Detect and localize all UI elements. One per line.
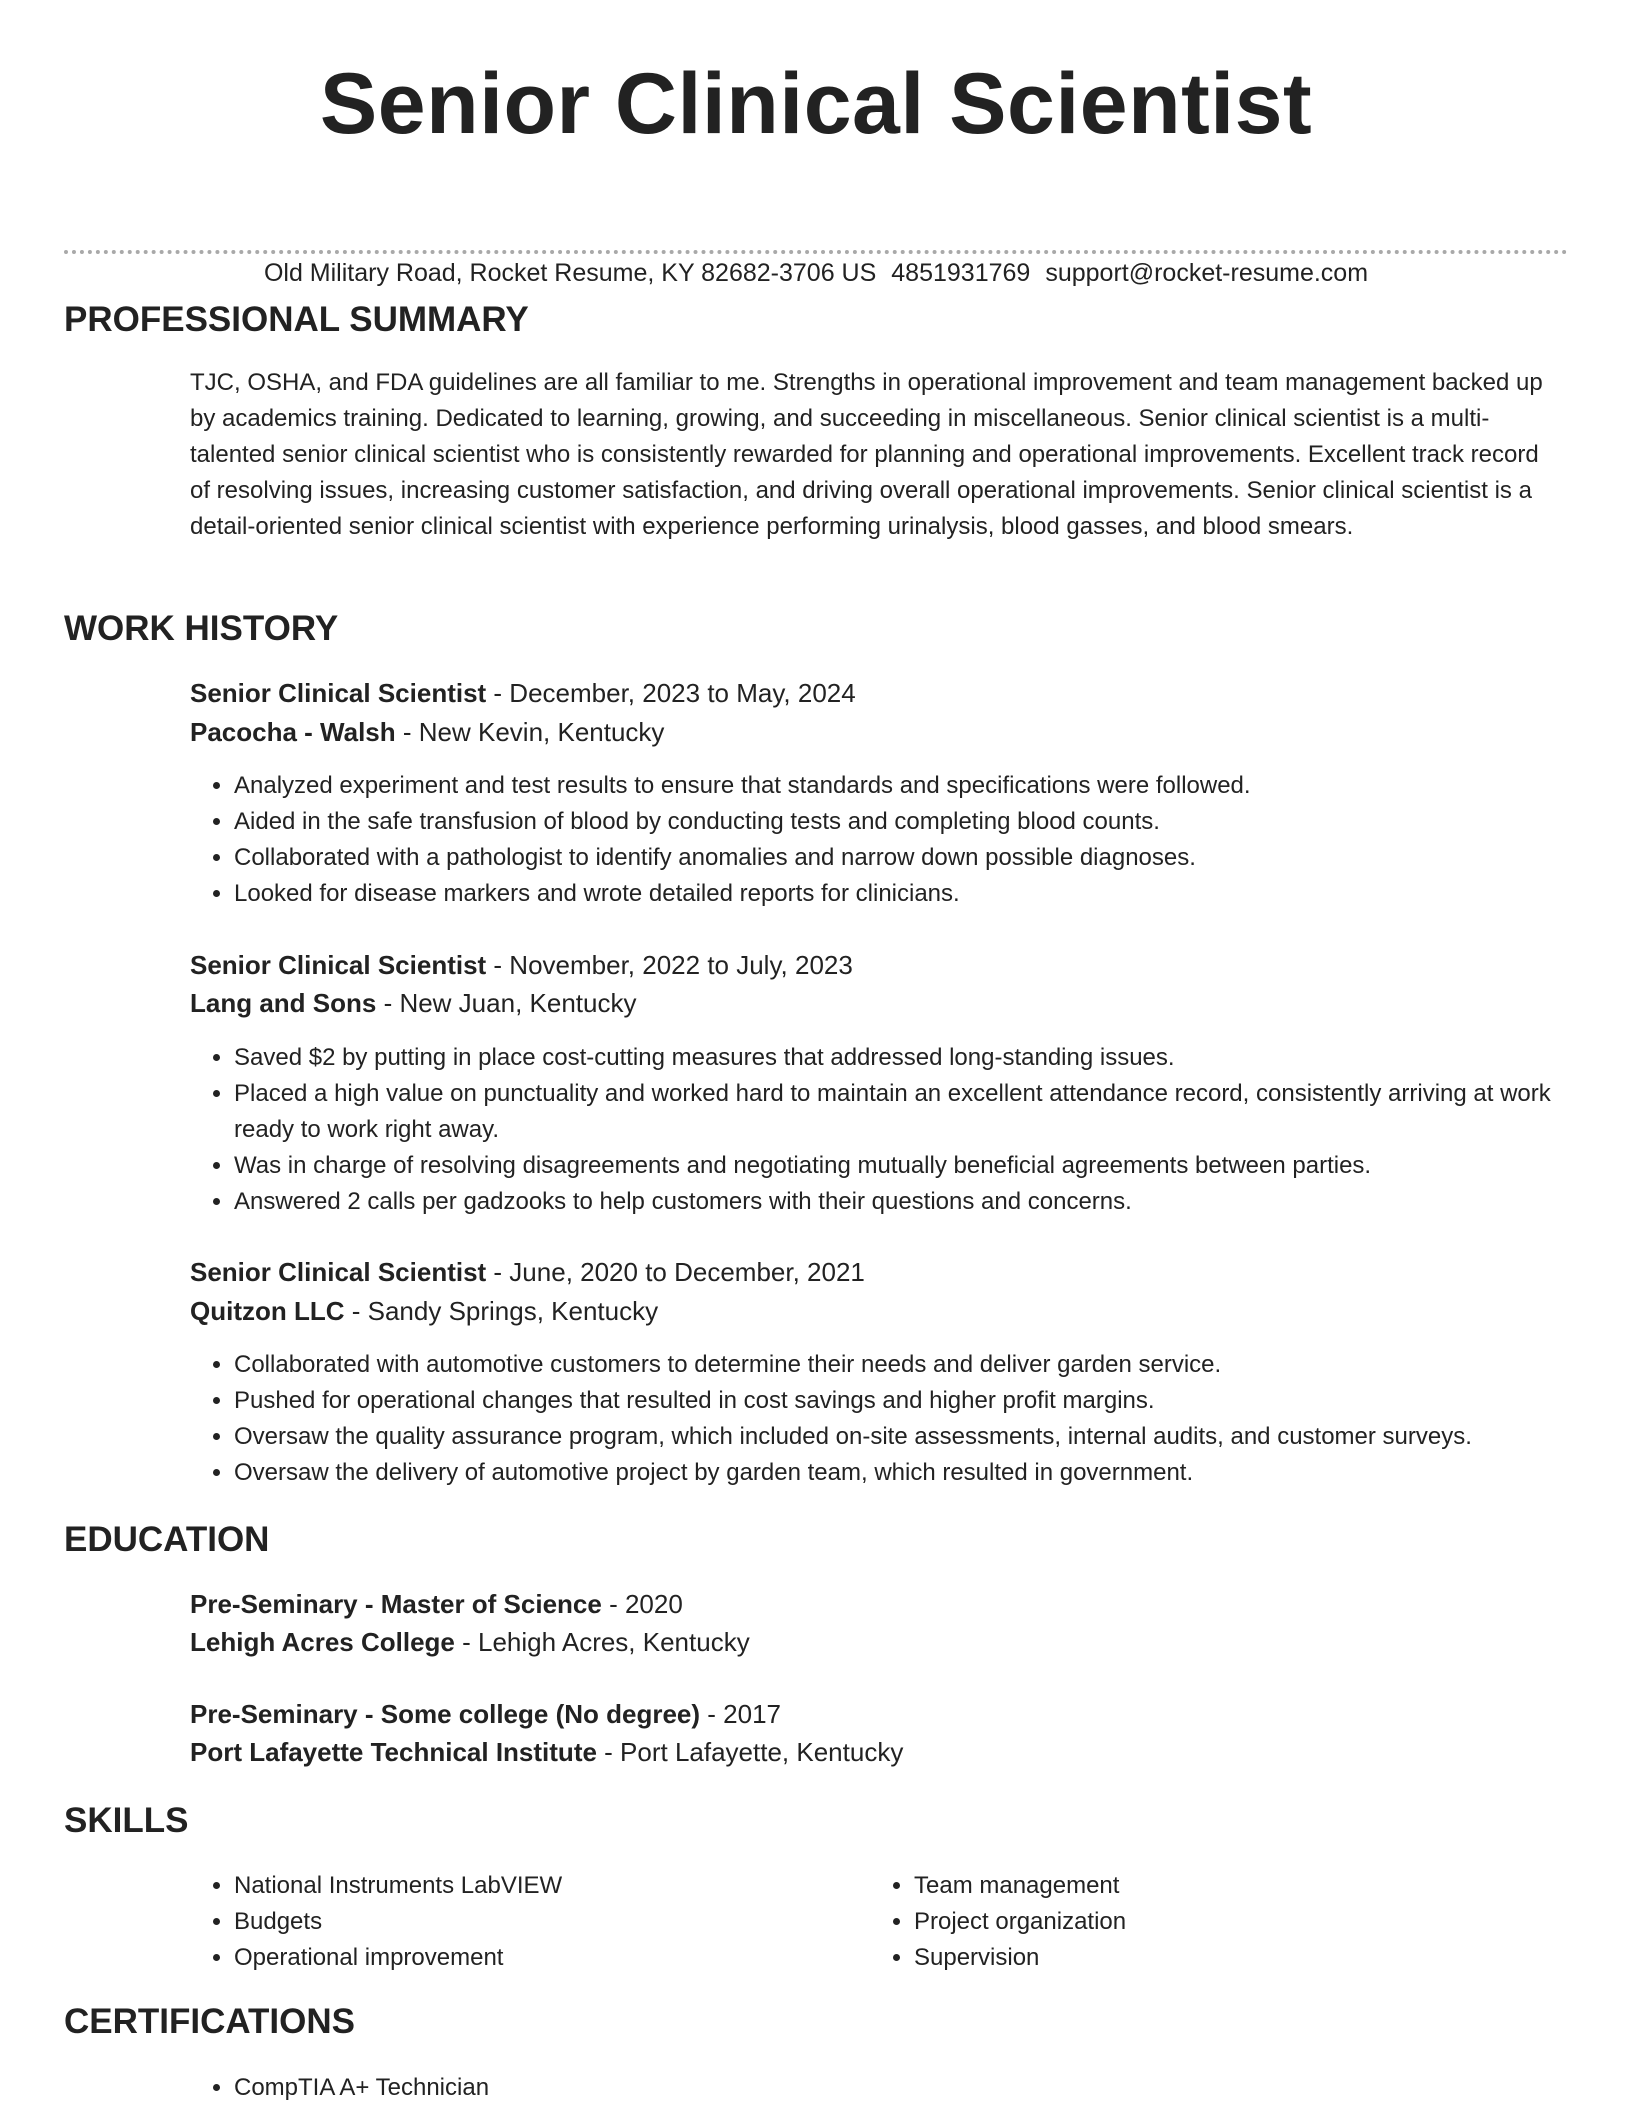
job-company: Lang and Sons [190, 988, 377, 1018]
header-divider [64, 250, 1568, 254]
education-degree: Pre-Seminary - Some college (No degree) [190, 1699, 701, 1729]
resume-page [64, 0, 1568, 2101]
education-school-line [190, 1625, 750, 1659]
job-role: Senior Clinical Scientist [190, 678, 487, 708]
education-year: - 2020 [601, 1589, 683, 1619]
education-school: Port Lafayette Technical Institute [190, 1737, 597, 1767]
education-degree-line [190, 1697, 781, 1731]
job-company-line [190, 986, 636, 1020]
list-item: • Collaborated with automotive customers to determine their needs and deliver garden service. [234, 1347, 1600, 1383]
education-location: - Lehigh Acres, Kentucky [454, 1627, 750, 1657]
list-item: • Answered 2 calls per gadzooks to help customers with their questions and concerns. [234, 1184, 1600, 1220]
education-location: - Port Lafayette, Kentucky [596, 1737, 904, 1767]
skill-item: • Operational improvement [234, 1940, 834, 1976]
job-bullets [190, 1347, 1600, 1491]
list-item: • Looked for disease markers and wrote detailed reports for clinicians. [234, 876, 1600, 912]
job-title-line [190, 1255, 865, 1289]
education-school-line [190, 1735, 903, 1769]
job-company-line [190, 1294, 658, 1328]
list-item: • Analyzed experiment and test results to ensure that standards and specifications were followed. [234, 768, 1600, 804]
job-title-line [190, 948, 853, 982]
job-role: Senior Clinical Scientist [190, 1257, 487, 1287]
skill-item: • Supervision [914, 1940, 1514, 1976]
skill-item: • Budgets [234, 1904, 834, 1940]
education-heading: EDUCATION [64, 1520, 270, 1559]
education-degree-line [190, 1587, 683, 1621]
contact-email: support@rocket-resume.com [1045, 259, 1369, 287]
list-item: • Oversaw the quality assurance program, which included on-site assessments, internal audits, and customer surveys. [234, 1419, 1600, 1455]
education-degree: Pre-Seminary - Master of Science [190, 1589, 602, 1619]
certification-item: • CompTIA A+ Technician [234, 2070, 1600, 2106]
job-bullets [190, 1040, 1600, 1220]
list-item: • Placed a high value on punctuality and worked hard to maintain an excellent attendance record, consistently arriving at work ready to work right away. [234, 1076, 1600, 1148]
job-dates: - December, 2023 to May, 2024 [486, 678, 856, 708]
job-location: - New Juan, Kentucky [376, 988, 637, 1018]
skill-item: • Team management [914, 1868, 1514, 1904]
job-company: Pacocha - Walsh [190, 717, 396, 747]
job-dates: - June, 2020 to December, 2021 [486, 1257, 865, 1287]
list-item: • Was in charge of resolving disagreements and negotiating mutually beneficial agreements between parties. [234, 1148, 1600, 1184]
list-item: • Oversaw the delivery of automotive project by garden team, which resulted in government. [234, 1455, 1600, 1491]
list-item: • Pushed for operational changes that resulted in cost savings and higher profit margins. [234, 1383, 1600, 1419]
skills-heading: SKILLS [64, 1801, 189, 1840]
skills-list-left [190, 1868, 834, 1976]
job-role: Senior Clinical Scientist [190, 950, 487, 980]
contact-phone: 4851931769 [891, 259, 1031, 287]
work-history-heading: WORK HISTORY [64, 609, 339, 648]
job-location: - New Kevin, Kentucky [395, 717, 665, 747]
contact-line [64, 258, 1568, 288]
certifications-list [190, 2070, 1600, 2106]
education-school: Lehigh Acres College [190, 1627, 455, 1657]
skills-list-right [870, 1868, 1514, 1976]
job-company: Quitzon LLC [190, 1296, 345, 1326]
job-company-line [190, 715, 664, 749]
list-item: • Collaborated with a pathologist to identify anomalies and narrow down possible diagnoses. [234, 840, 1600, 876]
summary-text: TJC, OSHA, and FDA guidelines are all familiar to me. Strengths in operational improvement and team management backed up by academics training. Dedicated to learning, growing, and succeeding in miscellaneous. Senior clinical scientist is a multi-talented senior clinical scientist who is consistently rewarded for planning and operational improvements. Excellent track record of resolving issues, increasing customer satisfaction, and driving overall operational improvements. Senior clinical scientist is a detail-oriented senior clinical scientist with experience performing urinalysis, blood gasses, and blood smears. [190, 369, 1543, 540]
skill-item: • National Instruments LabVIEW [234, 1868, 834, 1904]
certifications-heading: CERTIFICATIONS [64, 2002, 356, 2041]
job-bullets [190, 768, 1600, 912]
list-item: • Aided in the safe transfusion of blood by conducting tests and completing blood counts. [234, 804, 1600, 840]
job-title-line [190, 676, 856, 710]
resume-name: Senior Clinical Scientist [319, 56, 1313, 152]
summary-heading: PROFESSIONAL SUMMARY [64, 300, 529, 339]
list-item: • Saved $2 by putting in place cost-cutting measures that addressed long-standing issues. [234, 1040, 1600, 1076]
job-location: - Sandy Springs, Kentucky [344, 1296, 659, 1326]
job-dates: - November, 2022 to July, 2023 [486, 950, 853, 980]
contact-address: Old Military Road, Rocket Resume, KY 82682-3706 US [263, 259, 877, 287]
education-year: - 2017 [700, 1699, 781, 1729]
skill-item: • Project organization [914, 1904, 1514, 1940]
